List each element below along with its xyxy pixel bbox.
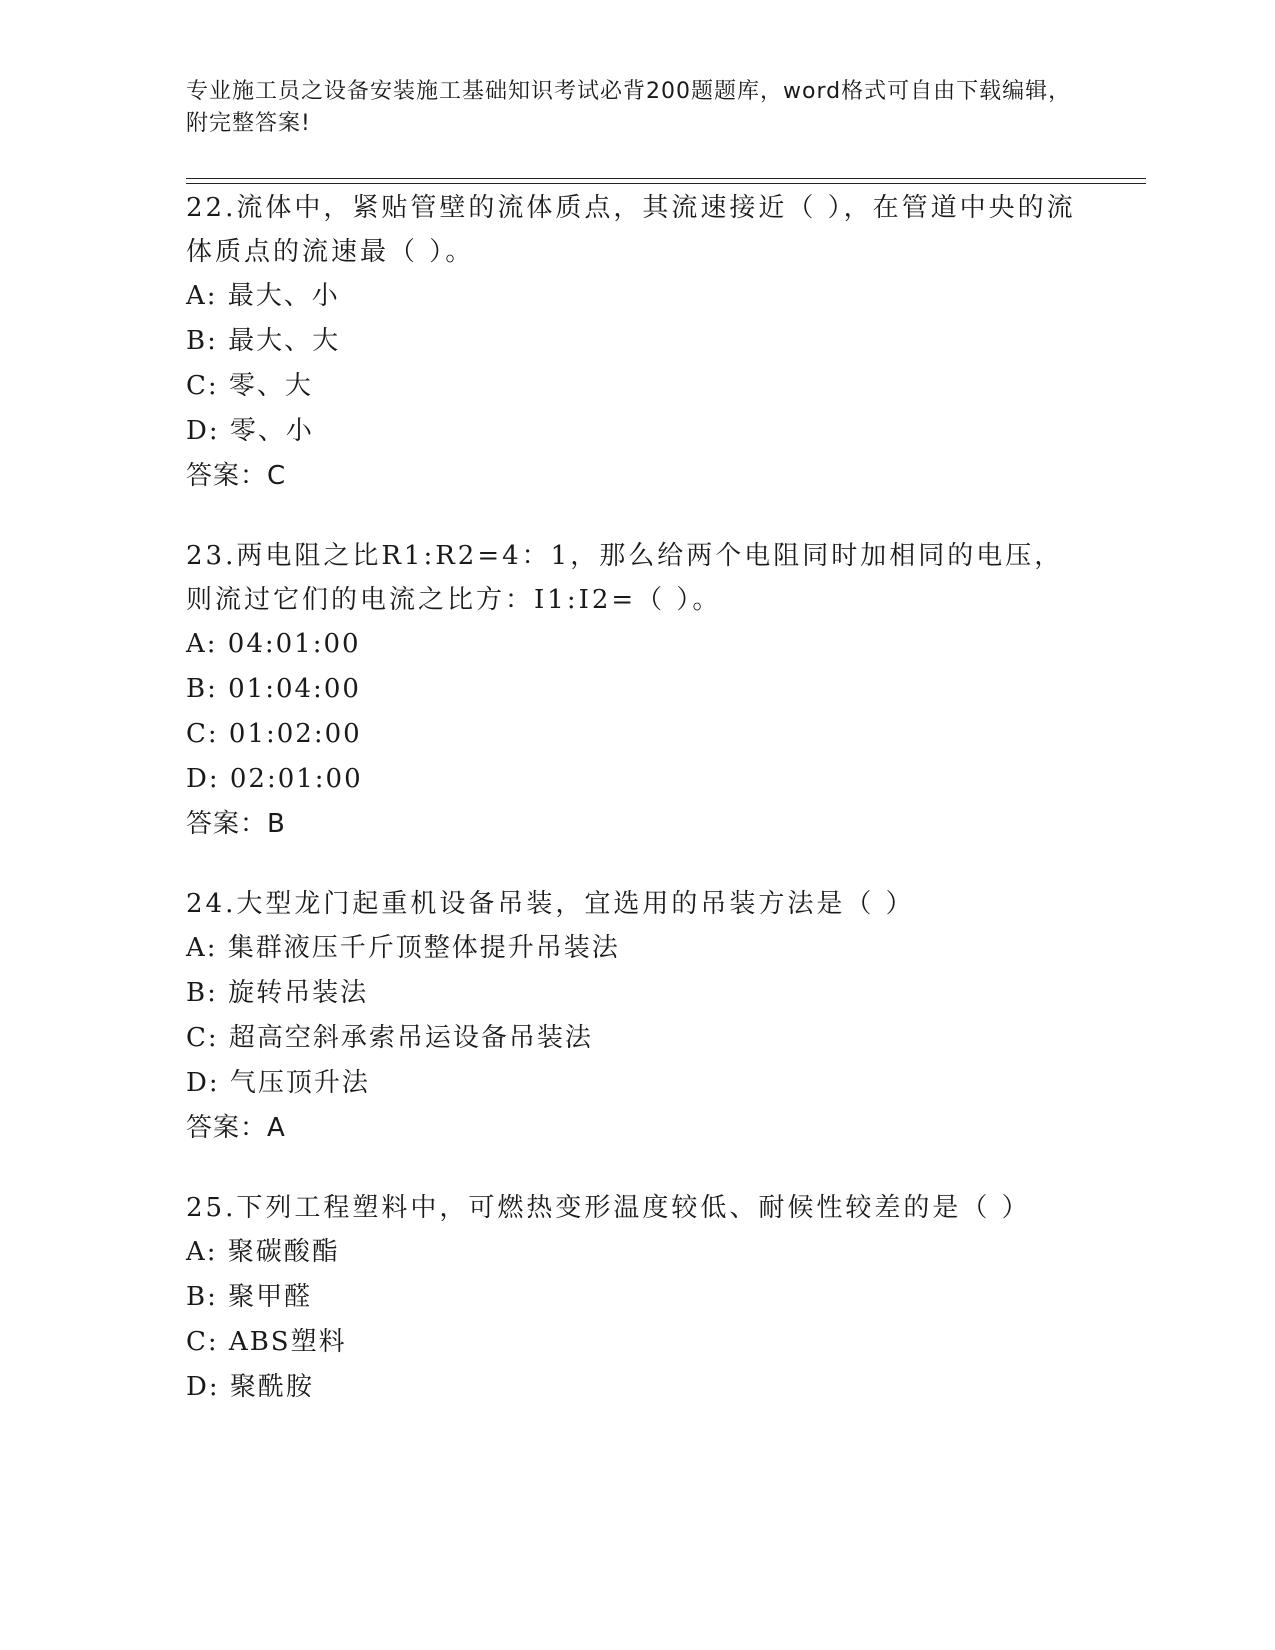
option-b: B: 01:04:00 <box>186 674 361 704</box>
option-a: A: 最大、小 <box>186 281 340 311</box>
question-24 <box>186 882 1086 1151</box>
document-header: 专业施工员之设备安装施工基础知识考试必背200题题库，word格式可自由下载编辑，附完整答案! <box>186 79 1072 136</box>
answer-text: 答案：A <box>186 1113 286 1143</box>
question-text: 25.下列工程塑料中，可燃热变形温度较低、耐候性较差的是（ ） <box>186 1193 1031 1223</box>
option-b: B: 最大、大 <box>186 326 341 356</box>
question-text: 24.大型龙门起重机设备吊装，宜选用的吊装方法是（ ） <box>186 889 915 919</box>
option-a: A: 04:01:00 <box>186 629 361 659</box>
option-c: C: 01:02:00 <box>186 719 362 749</box>
question-25 <box>186 1186 1086 1410</box>
question-23 <box>186 534 1086 847</box>
question-22 <box>186 186 1086 499</box>
option-a: A: 聚碳酸酯 <box>186 1237 340 1267</box>
option-c: C: 零、大 <box>186 371 313 401</box>
question-text: 23.两电阻之比R1:R2=4：1，那么给两个电阻同时加相同的电压，则流过它们的电流之比方：I1:I2=（ ）。 <box>186 541 1064 615</box>
option-c: C: 超高空斜承索吊运设备吊装法 <box>186 1023 593 1053</box>
option-c: C: ABS塑料 <box>186 1327 347 1357</box>
option-b: B: 聚甲醛 <box>186 1282 313 1312</box>
option-a: A: 集群液压千斤顶整体提升吊装法 <box>186 933 620 963</box>
option-d: D: 聚酰胺 <box>186 1372 314 1402</box>
option-d: D: 零、小 <box>186 416 314 446</box>
answer-text: 答案：C <box>186 461 287 491</box>
option-d: D: 02:01:00 <box>186 764 363 794</box>
option-d: D: 气压顶升法 <box>186 1068 370 1098</box>
answer-text: 答案：B <box>186 809 286 839</box>
question-text: 22.流体中，紧贴管壁的流体质点，其流速接近（ ），在管道中央的流体质点的流速最（ ）。 <box>186 193 1076 267</box>
option-b: B: 旋转吊装法 <box>186 978 369 1008</box>
header-divider <box>186 178 1146 184</box>
